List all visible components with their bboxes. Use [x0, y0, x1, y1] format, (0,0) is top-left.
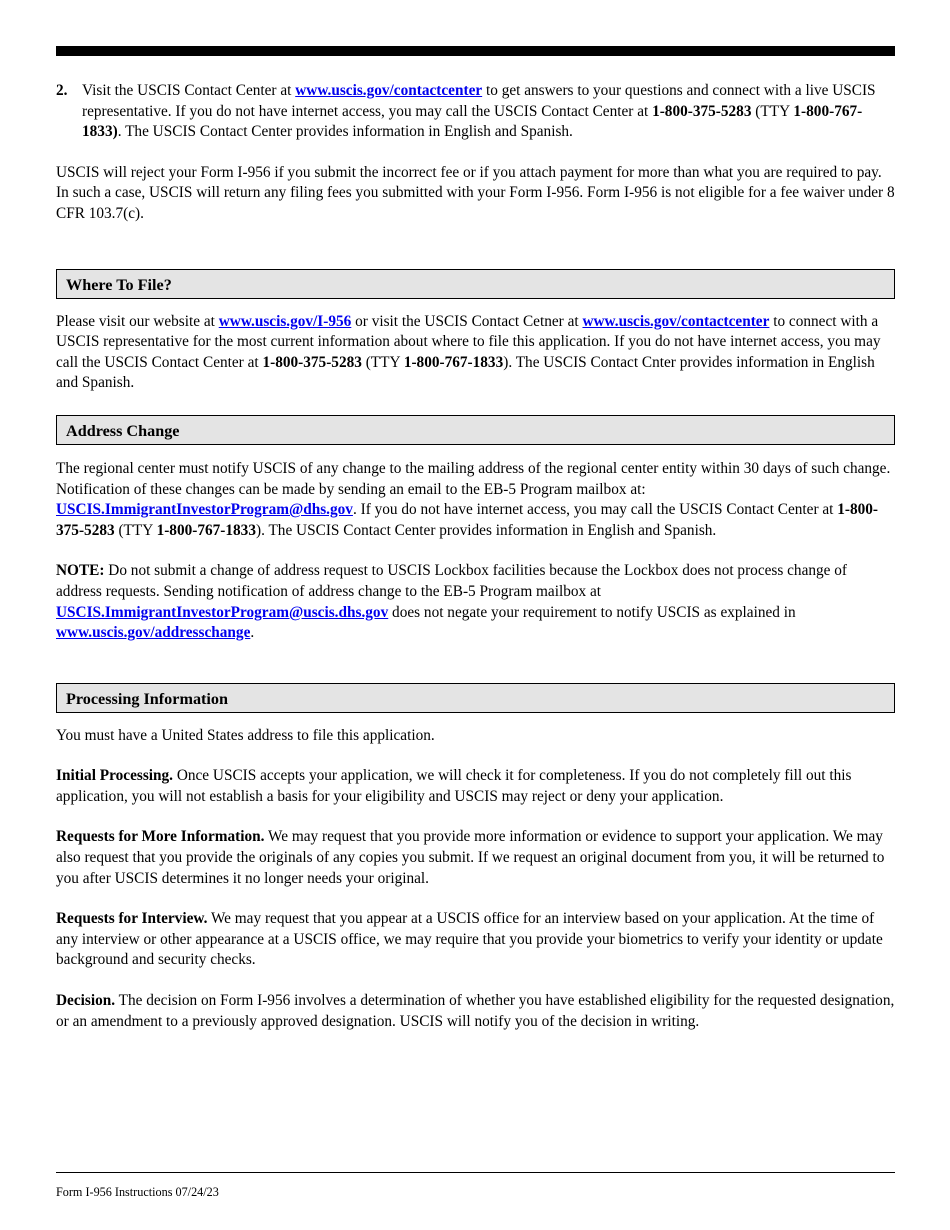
section-heading-processing-information: Processing Information	[56, 683, 895, 713]
item-number: 2.	[56, 82, 68, 99]
item-2-paragraph: 2. Visit the USCIS Contact Center at www.uscis.gov/contactcenter to get answers to your questions and connect with a live USCIS representative. If you do not have internet access, you may call the USCIS Contact Center at 1-800-375-5283 (TTY 1-800-767-1833). The USCIS Contact Center provides information in English and Spanish.	[56, 82, 876, 141]
page-content	[56, 81, 895, 1032]
section-heading-where-to-file: Where To File?	[56, 269, 895, 299]
contact-center-link[interactable]: www.uscis.gov/contactcenter	[582, 312, 770, 330]
reject-paragraph: USCIS will reject your Form I-956 if you submit the incorrect fee or if you attach payment for more than what you are required to pay. In such a case, USCIS will return any filing fees you submitted with your Form I-956. Form I-956 is not eligible for a fee waiver under 8 CFR 103.7(c).	[56, 163, 895, 222]
processing-intro: You must have a United States address to file this application.	[56, 726, 435, 744]
i-956-link[interactable]: www.uscis.gov/I-956	[218, 312, 352, 330]
contact-center-link[interactable]: www.uscis.gov/contactcenter	[295, 82, 483, 99]
eb5-mailbox-link[interactable]: USCIS.ImmigrantInvestorProgram@dhs.gov	[56, 501, 353, 519]
where-to-file-paragraph: Please visit our website at www.uscis.gov/I-956 or visit the USCIS Contact Cetner at www.uscis.gov/contactcenter to connect with a USCIS representative for the most current information about where to file this application. If you do not have internet access, you may call the USCIS Contact Center at 1-800-375-5283 (TTY 1-800-767-1833). The USCIS Contact Cnter provides information in English and Spanish.	[56, 312, 881, 392]
decision-paragraph: Decision. The decision on Form I-956 involves a determination of whether you have established eligibility for the requested designation, or an amendment to a previously approved designation. USCIS will notify you of the decision in writing.	[56, 992, 895, 1030]
requests-for-interview-paragraph: Requests for Interview. We may request that you appear at a USCIS office for an interview based on your application. At the time of any interview or other appearance at a USCIS office, we may require that you provide your biometrics to verify your identity or update background and security checks.	[56, 910, 883, 969]
eb5-uscis-mailbox-link[interactable]: USCIS.ImmigrantInvestorProgram@uscis.dhs.gov	[56, 603, 389, 621]
top-rule	[56, 46, 895, 56]
section-heading-address-change: Address Change	[56, 415, 895, 445]
note-paragraph: NOTE: Do not submit a change of address request to USCIS Lockbox facilities because the Lockbox does not process change of address requests. Sending notification of address change to the EB-5 Program mailbox at USCIS.ImmigrantInvestorProgram@uscis.dhs.gov does not negate your requirement to notify USCIS as explained in www.uscis.gov/addresschange.	[56, 562, 848, 642]
requests-for-more-information-paragraph: Requests for More Information. We may request that you provide more information or evidence to support your application. We may also request that you provide the originals of any copies you submit. If we request an original document from you, it will be returned to you after USCIS determines it no longer needs your original.	[56, 828, 885, 887]
initial-processing-paragraph: Initial Processing. Once USCIS accepts your application, we will check it for completeness. If you do not completely fill out this application, you will not establish a basis for your eligibility and USCIS may reject or deny your application.	[56, 767, 852, 805]
footer-form-id: Form I-956 Instructions 07/24/23	[56, 1185, 219, 1199]
address-change-link[interactable]: www.uscis.gov/addresschange	[56, 624, 251, 642]
footer-rule	[56, 1172, 895, 1173]
note-label: NOTE:	[56, 562, 105, 580]
address-change-paragraph: The regional center must notify USCIS of any change to the mailing address of the regional center entity within 30 days of such change. Notification of these changes can be made by sending an email to the EB-5 Program mailbox at: USCIS.ImmigrantInvestorProgram@dhs.gov. If you do not have internet access, you may call the USCIS Contact Center at 1-800-375-5283 (TTY 1-800-767-1833). The USCIS Contact Center provides information in English and Spanish.	[56, 459, 891, 539]
